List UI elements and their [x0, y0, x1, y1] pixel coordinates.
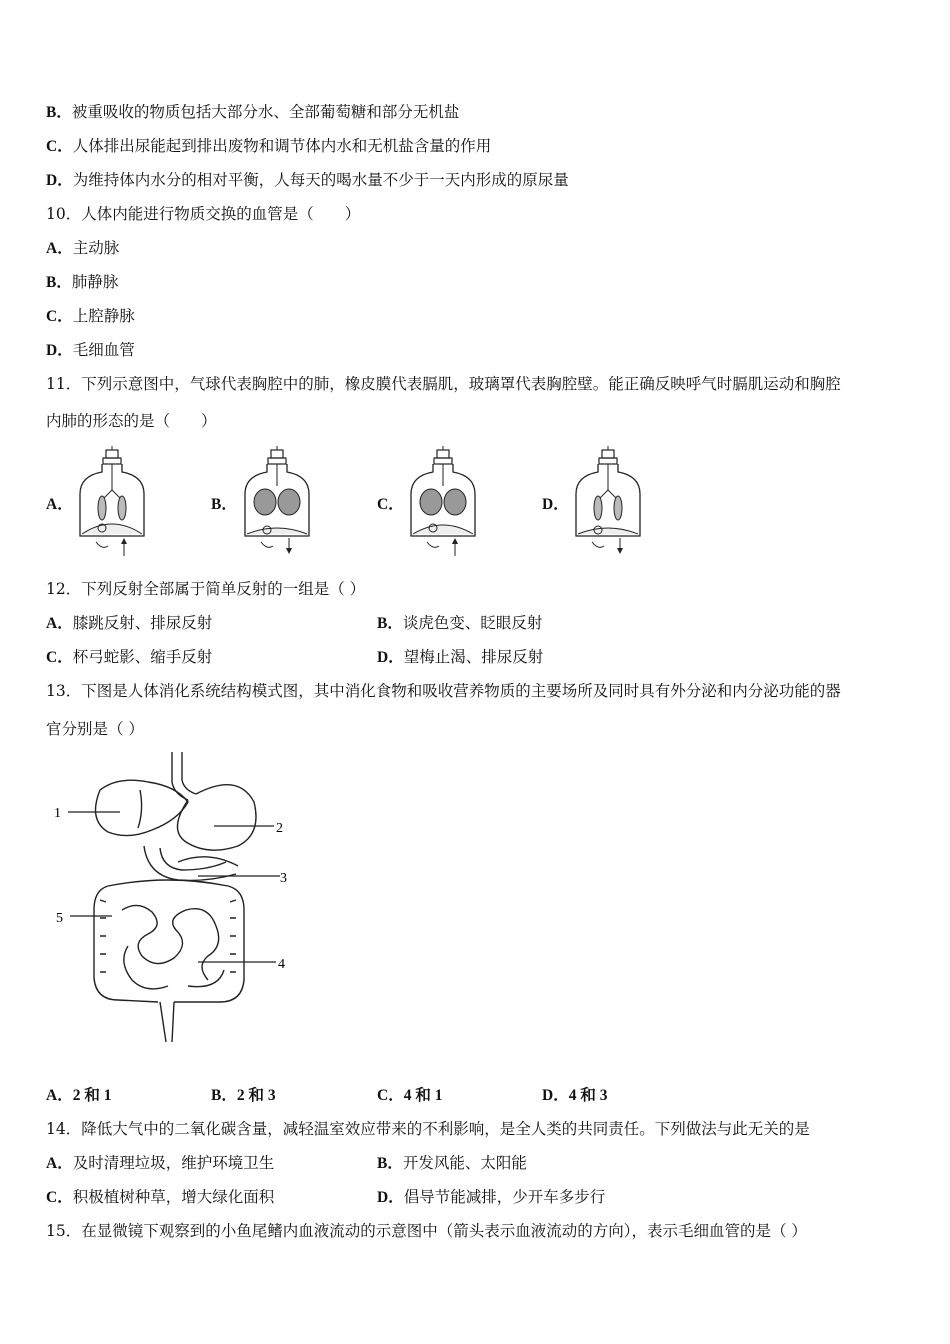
- option-label: C．: [46, 649, 73, 666]
- q12-option-c: [46, 646, 212, 669]
- q10-stem: 10．人体内能进行物质交换的血管是（ ）: [46, 205, 361, 223]
- option-label: C．: [46, 308, 73, 325]
- option-text: 肺静脉: [71, 273, 119, 291]
- q11-figure-label-c: C．: [377, 496, 404, 513]
- q14-option-b: [377, 1152, 527, 1175]
- q11-figure-label-a: A．: [46, 496, 73, 513]
- figure-label-1: 1: [54, 806, 61, 821]
- option-label: C．: [46, 1189, 73, 1206]
- q11-stem-line2: 内肺的形态的是（ ）: [46, 412, 217, 430]
- digestive-system-diagram: [48, 750, 298, 1050]
- option-text: 主动脉: [72, 239, 120, 257]
- option-label: B．: [46, 104, 72, 121]
- option-text: 倡导节能减排，少开车多步行: [403, 1188, 606, 1206]
- option-text: 开发风能、太阳能: [402, 1154, 527, 1172]
- option-text: 谈虎色变、眨眼反射: [402, 614, 543, 632]
- option-label: C．: [46, 138, 73, 155]
- option-text: 被重吸收的物质包括大部分水、全部葡萄糖和部分无机盐: [71, 103, 460, 121]
- option-text: 毛细血管: [72, 341, 135, 359]
- option-text: 膝跳反射、排尿反射: [72, 614, 213, 632]
- bell-jar-diagram-a: [72, 446, 152, 558]
- q15-stem: 15．在显微镜下观察到的小鱼尾鳍内血液流动的示意图中（箭头表示血液流动的方向），表示毛细血管的是（ ）: [46, 1222, 807, 1240]
- q10-option-d: [46, 339, 135, 362]
- option-label: A．: [46, 240, 73, 257]
- figure-label-5: 5: [56, 911, 63, 926]
- q11-stem-line1: 11．下列示意图中，气球代表胸腔中的肺，橡皮膜代表膈肌，玻璃罩代表胸腔壁。能正确反映呼气时膈肌运动和胸腔: [46, 375, 841, 393]
- option-label: A．: [46, 615, 73, 632]
- option-text: 及时清理垃圾，维护环境卫生: [72, 1154, 275, 1172]
- q13-stem-line2: 官分别是（ ）: [46, 720, 144, 738]
- option-label: A．: [46, 1087, 73, 1104]
- option-label: A．: [46, 1155, 73, 1172]
- q14-option-a: [46, 1152, 274, 1175]
- q13-stem-line1: 13．下图是人体消化系统结构模式图，其中消化食物和吸收营养物质的主要场所及同时具有外分泌和内分泌功能的器: [46, 682, 841, 700]
- q13-option-a: [46, 1084, 111, 1107]
- bell-jar-diagram-d: [568, 446, 648, 558]
- option-label: B．: [211, 1087, 237, 1104]
- option-label: D．: [46, 172, 73, 189]
- figure-label-2: 2: [276, 821, 283, 836]
- q9-option-c: [46, 135, 491, 158]
- option-text: 积极植树种草，增大绿化面积: [72, 1188, 275, 1206]
- q10-option-a: [46, 237, 119, 260]
- option-text: 杯弓蛇影、缩手反射: [72, 648, 213, 666]
- option-text: 上腔静脉: [72, 307, 135, 325]
- q14-stem: 14．降低大气中的二氧化碳含量，减轻温室效应带来的不利影响，是全人类的共同责任。下列做法与此无关的是: [46, 1120, 810, 1138]
- q10-option-c: [46, 305, 135, 328]
- option-label: B．: [46, 274, 72, 291]
- q12-stem: 12．下列反射全部属于简单反射的一组是（ ）: [46, 580, 366, 598]
- option-text: 2 和 3: [236, 1087, 276, 1104]
- option-label: B．: [377, 615, 403, 632]
- option-label: B．: [377, 1155, 403, 1172]
- option-label: C．: [377, 1087, 404, 1104]
- option-label: D．: [542, 1087, 569, 1104]
- figure-label-3: 3: [280, 871, 287, 886]
- option-text: 4 和 3: [568, 1087, 608, 1104]
- q9-option-d: [46, 169, 569, 192]
- q13-option-c: [377, 1084, 442, 1107]
- q14-option-d: [377, 1186, 605, 1209]
- option-text: 为维持体内水分的相对平衡，人每天的喝水量不少于一天内形成的原尿量: [72, 171, 569, 189]
- q10-option-b: [46, 271, 118, 294]
- option-text: 望梅止渴、排尿反射: [403, 648, 544, 666]
- option-label: D．: [377, 649, 404, 666]
- q12-option-d: [377, 646, 543, 669]
- q11-figure-label-b: B．: [211, 496, 237, 513]
- option-text: 2 和 1: [72, 1087, 112, 1104]
- option-label: D．: [377, 1189, 404, 1206]
- bell-jar-diagram-c: [403, 446, 483, 558]
- option-label: D．: [46, 342, 73, 359]
- figure-label-4: 4: [278, 957, 285, 972]
- q12-option-b: [377, 612, 542, 635]
- q13-option-d: [542, 1084, 607, 1107]
- q11-figure-label-d: D．: [542, 496, 569, 513]
- q14-option-c: [46, 1186, 274, 1209]
- q9-option-b: [46, 101, 459, 124]
- bell-jar-diagram-b: [237, 446, 317, 558]
- q12-option-a: [46, 612, 212, 635]
- option-text: 人体排出尿能起到排出废物和调节体内水和无机盐含量的作用: [72, 137, 492, 155]
- option-text: 4 和 1: [403, 1087, 443, 1104]
- q13-option-b: [211, 1084, 276, 1107]
